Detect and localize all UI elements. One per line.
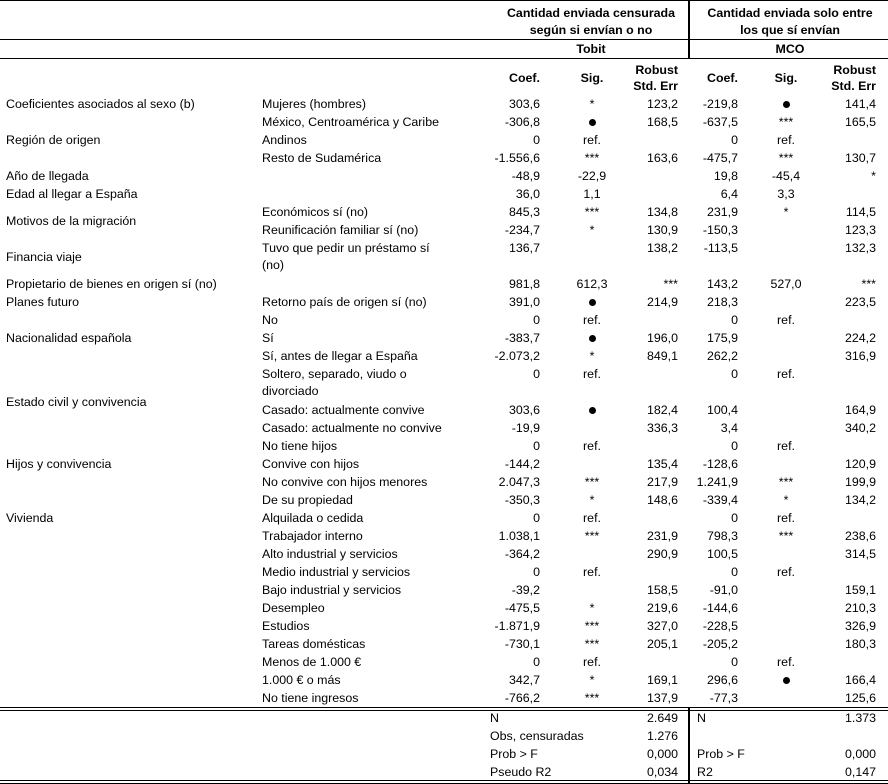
tobit-coef: -2.073,2 xyxy=(494,349,540,363)
tobit-err: 205,1 xyxy=(646,637,678,651)
mco-coef: 175,9 xyxy=(706,331,738,345)
mco-err: 114,5 xyxy=(845,205,876,219)
mco-coef: 3,4 xyxy=(720,421,738,435)
tobit-err: 849,1 xyxy=(646,349,678,363)
mco-err: *** xyxy=(861,277,876,291)
tobit-sig: ref. xyxy=(583,133,601,147)
mco-coef: 0 xyxy=(731,511,738,525)
rule-vertical-stats xyxy=(688,707,690,783)
mco-err: 125,6 xyxy=(844,691,876,705)
tobit-coef: -350,3 xyxy=(504,493,540,507)
row-sublabel: Estudios xyxy=(262,619,310,633)
mco-sig: ref. xyxy=(777,133,795,147)
mco-coef: 218,3 xyxy=(706,295,738,309)
row-sublabel: Desempleo xyxy=(262,601,325,615)
mco-err: 120,9 xyxy=(844,457,876,471)
mco-err: 210,3 xyxy=(844,601,876,615)
category-label: Año de llegada xyxy=(6,169,89,183)
category-label: Hijos y convivencia xyxy=(6,457,112,471)
stat-label-mco: Prob > F xyxy=(697,747,745,761)
tobit-coef: 1.038,1 xyxy=(498,529,540,543)
tobit-sig xyxy=(572,295,612,310)
tobit-err: 169,1 xyxy=(646,673,678,687)
col-err-mco-2: Std. Err xyxy=(831,79,876,93)
tobit-sig: * xyxy=(589,223,595,237)
stat-value-tobit: 0,034 xyxy=(646,765,678,779)
rule-stats xyxy=(0,707,888,711)
col-err-tobit-2: Std. Err xyxy=(633,79,678,93)
row-sublabel: Andinos xyxy=(262,133,307,147)
col-sig-tobit: Sig. xyxy=(580,71,604,85)
row-sublabel: Soltero, separado, viudo o xyxy=(262,367,407,381)
mco-err: 326,9 xyxy=(844,619,876,633)
tobit-err: 327,0 xyxy=(646,619,678,633)
tobit-coef: 981,8 xyxy=(508,277,540,291)
tobit-sig: *** xyxy=(584,151,600,165)
tobit-coef: 0 xyxy=(533,367,540,381)
row-sublabel: No xyxy=(262,313,278,327)
tobit-coef: -48,9 xyxy=(511,169,540,183)
tobit-err: 168,5 xyxy=(646,115,678,129)
tobit-err: *** xyxy=(663,277,678,291)
rule-bottom xyxy=(0,780,888,784)
stat-label-tobit: Pseudo R2 xyxy=(490,765,552,779)
mco-sig xyxy=(766,673,806,688)
mco-coef: -91,0 xyxy=(709,583,738,597)
row-sublabel: No convive con hijos menores xyxy=(262,475,428,489)
tobit-coef: 845,3 xyxy=(508,205,540,219)
significance-dot-icon xyxy=(589,407,596,414)
mco-sig: ref. xyxy=(777,565,795,579)
mco-err: 180,3 xyxy=(844,637,876,651)
mco-err: 223,5 xyxy=(844,295,876,309)
mco-coef: 6,4 xyxy=(720,187,738,201)
row-sublabel: Casado: actualmente convive xyxy=(262,403,425,417)
tobit-sig: *** xyxy=(584,691,600,705)
col-sig-mco: Sig. xyxy=(774,71,798,85)
mco-sig: ref. xyxy=(777,313,795,327)
row-sublabel: Convive con hijos xyxy=(262,457,360,471)
stat-value-tobit: 0,000 xyxy=(646,747,678,761)
tobit-err: 290,9 xyxy=(646,547,678,561)
tobit-sig: *** xyxy=(584,205,600,219)
mco-coef: 19,8 xyxy=(713,169,738,183)
row-sublabel-continued: divorciado xyxy=(262,384,319,398)
mco-coef: 262,2 xyxy=(706,349,738,363)
tobit-coef: 0 xyxy=(533,439,540,453)
group1-title-line1: Cantidad enviada censurada xyxy=(506,6,676,20)
mco-coef: 798,3 xyxy=(706,529,738,543)
mco-coef: 0 xyxy=(731,133,738,147)
significance-dot-icon xyxy=(589,335,596,342)
tobit-err: 158,5 xyxy=(646,583,678,597)
tobit-coef: -306,8 xyxy=(504,115,540,129)
mco-sig xyxy=(766,97,806,112)
mco-coef: -228,5 xyxy=(702,619,738,633)
mco-err: 238,6 xyxy=(844,529,876,543)
significance-dot-icon xyxy=(783,677,790,684)
mco-sig: * xyxy=(783,205,789,219)
tobit-coef: 0 xyxy=(533,565,540,579)
tobit-err: 123,2 xyxy=(646,97,678,111)
tobit-coef: -766,2 xyxy=(504,691,540,705)
mco-err: 166,4 xyxy=(844,673,876,687)
row-sublabel: Reunificación familiar sí (no) xyxy=(262,223,419,237)
tobit-sig: *** xyxy=(584,637,600,651)
tobit-coef: 303,6 xyxy=(508,97,540,111)
tobit-sig: 1,1 xyxy=(583,187,601,201)
mco-err: 316,9 xyxy=(844,349,876,363)
tobit-sig: * xyxy=(589,97,595,111)
tobit-err: 134,8 xyxy=(646,205,678,219)
stat-value-mco: 0,147 xyxy=(844,765,876,779)
significance-dot-icon xyxy=(589,119,596,126)
tobit-err: 135,4 xyxy=(646,457,678,471)
tobit-err: 219,6 xyxy=(646,601,678,615)
row-sublabel: Tareas domésticas xyxy=(262,637,366,651)
tobit-coef: 0 xyxy=(533,313,540,327)
tobit-err: 138,2 xyxy=(646,241,678,255)
stat-value-tobit: 1.276 xyxy=(646,729,678,743)
mco-coef: -144,6 xyxy=(702,601,738,615)
rule-vertical-header xyxy=(688,0,690,58)
tobit-sig xyxy=(572,331,612,346)
mco-sig: ref. xyxy=(777,511,795,525)
mco-coef: 0 xyxy=(731,565,738,579)
stat-label-mco: N xyxy=(697,711,706,725)
group2-title-line1: Cantidad enviada solo entre xyxy=(707,6,873,20)
row-sublabel: Retorno país de origen sí (no) xyxy=(262,295,427,309)
mco-sig: ref. xyxy=(777,655,795,669)
tobit-coef: -1.556,6 xyxy=(494,151,540,165)
tobit-coef: -364,2 xyxy=(504,547,540,561)
stat-value-mco: 0,000 xyxy=(844,747,876,761)
mco-sig: ref. xyxy=(777,367,795,381)
mco-coef: 1.241,9 xyxy=(696,475,738,489)
mco-err: 164,9 xyxy=(844,403,876,417)
mco-coef: 0 xyxy=(731,439,738,453)
row-sublabel: Medio industrial y servicios xyxy=(262,565,411,579)
tobit-coef: -730,1 xyxy=(504,637,540,651)
tobit-sig: * xyxy=(589,493,595,507)
mco-coef: -205,2 xyxy=(702,637,738,651)
category-label: Coeficientes asociados al sexo (b) xyxy=(6,97,195,111)
tobit-sig: *** xyxy=(584,619,600,633)
mco-sig: *** xyxy=(778,475,794,489)
mco-sig: -45,4 xyxy=(771,169,801,183)
rule-top xyxy=(0,0,888,1)
mco-err: 141,4 xyxy=(844,97,876,111)
category-label: Propietario de bienes en origen sí (no) xyxy=(6,277,217,291)
tobit-coef: 342,7 xyxy=(508,673,540,687)
group1-title-line2: según si envían o no xyxy=(529,23,653,37)
category-label: Región de origen xyxy=(6,133,101,147)
mco-err: 224,2 xyxy=(844,331,876,345)
tobit-err: 217,9 xyxy=(646,475,678,489)
mco-err: 159,1 xyxy=(844,583,876,597)
rule-header-1 xyxy=(0,39,888,40)
tobit-sig: ref. xyxy=(583,655,601,669)
row-sublabel: Casado: actualmente no convive xyxy=(262,421,442,435)
category-label: Vivienda xyxy=(6,511,54,525)
rule-header-2 xyxy=(0,58,888,59)
tobit-coef: 2.047,3 xyxy=(498,475,540,489)
row-sublabel: Económicos sí (no) xyxy=(262,205,369,219)
category-label: Edad al llegar a España xyxy=(6,187,138,201)
mco-sig: 527,0 xyxy=(770,277,802,291)
mco-sig: * xyxy=(783,493,789,507)
category-label: Estado civil y convivencia xyxy=(6,395,147,409)
category-label: Motivos de la migración xyxy=(6,214,137,228)
row-sublabel: Menos de 1.000 € xyxy=(262,655,362,669)
tobit-coef: -475,5 xyxy=(504,601,540,615)
tobit-err: 182,4 xyxy=(646,403,678,417)
row-sublabel: No tiene ingresos xyxy=(262,691,359,705)
mco-coef: 143,2 xyxy=(706,277,738,291)
tobit-sig: ref. xyxy=(583,367,601,381)
tobit-err: 196,0 xyxy=(646,331,678,345)
tobit-sig: * xyxy=(589,601,595,615)
tobit-sig: 612,3 xyxy=(576,277,608,291)
row-sublabel: Sí xyxy=(262,331,274,345)
stat-value-tobit: 2.649 xyxy=(646,711,678,725)
row-sublabel: México, Centroamérica y Caribe xyxy=(262,115,439,129)
tobit-coef: 136,7 xyxy=(508,241,540,255)
tobit-err: 148,6 xyxy=(646,493,678,507)
stat-value-mco: 1.373 xyxy=(844,711,876,725)
tobit-sig: ref. xyxy=(583,439,601,453)
tobit-coef: 36,0 xyxy=(515,187,540,201)
mco-coef: -128,6 xyxy=(702,457,738,471)
tobit-coef: 303,6 xyxy=(508,403,540,417)
mco-err: 314,5 xyxy=(844,547,876,561)
row-sublabel: Alto industrial y servicios xyxy=(262,547,398,561)
tobit-coef: -39,2 xyxy=(511,583,540,597)
mco-sig: 3,3 xyxy=(777,187,795,201)
tobit-coef: -19,9 xyxy=(511,421,540,435)
col-err-mco-1: Robust xyxy=(833,63,876,77)
tobit-sig: ref. xyxy=(583,565,601,579)
tobit-sig xyxy=(572,403,612,418)
mco-coef: 231,9 xyxy=(706,205,738,219)
mco-coef: -637,5 xyxy=(702,115,738,129)
tobit-err: 214,9 xyxy=(646,295,678,309)
stat-label-tobit: N xyxy=(490,711,499,725)
tobit-coef: 0 xyxy=(533,511,540,525)
tobit-sig: ref. xyxy=(583,511,601,525)
row-sublabel: Resto de Sudamérica xyxy=(262,151,382,165)
category-label: Nacionalidad española xyxy=(6,331,132,345)
category-label: Financia viaje xyxy=(6,250,82,264)
col-coef-mco: Coef. xyxy=(707,71,738,85)
mco-err: 165,5 xyxy=(844,115,876,129)
row-sublabel: Bajo industrial y servicios xyxy=(262,583,402,597)
mco-coef: 0 xyxy=(731,655,738,669)
mco-err: 340,2 xyxy=(844,421,876,435)
mco-coef: -475,7 xyxy=(702,151,738,165)
tobit-coef: 0 xyxy=(533,655,540,669)
significance-dot-icon xyxy=(589,299,596,306)
tobit-sig: -22,9 xyxy=(577,169,607,183)
row-sublabel: Alquilada o cedida xyxy=(262,511,364,525)
tobit-sig: * xyxy=(589,673,595,687)
stat-label-tobit: Obs, censuradas xyxy=(490,729,584,743)
model-mco-label: MCO xyxy=(775,42,805,56)
mco-err: 130,7 xyxy=(844,151,876,165)
tobit-err: 163,6 xyxy=(646,151,678,165)
model-tobit-label: Tobit xyxy=(576,42,606,56)
row-sublabel: 1.000 € o más xyxy=(262,673,341,687)
mco-err: 199,9 xyxy=(844,475,876,489)
tobit-coef: 391,0 xyxy=(508,295,540,309)
mco-coef: 296,6 xyxy=(706,673,738,687)
row-sublabel: Sí, antes de llegar a España xyxy=(262,349,418,363)
mco-coef: -113,5 xyxy=(703,241,738,255)
row-sublabel-continued: (no) xyxy=(262,258,285,272)
tobit-coef: -144,2 xyxy=(504,457,540,471)
mco-coef: 100,5 xyxy=(706,547,738,561)
mco-sig: ref. xyxy=(777,439,795,453)
mco-coef: 100,4 xyxy=(706,403,738,417)
tobit-err: 231,9 xyxy=(646,529,678,543)
mco-coef: -219,8 xyxy=(702,97,738,111)
mco-err: 123,3 xyxy=(844,223,876,237)
stat-label-mco: R2 xyxy=(697,765,713,779)
mco-coef: -339,4 xyxy=(702,493,738,507)
tobit-sig: *** xyxy=(584,529,600,543)
mco-sig: *** xyxy=(778,151,794,165)
row-sublabel: Trabajador interno xyxy=(262,529,363,543)
tobit-coef: -234,7 xyxy=(504,223,540,237)
mco-coef: -77,3 xyxy=(709,691,738,705)
tobit-err: 137,9 xyxy=(646,691,678,705)
mco-sig: *** xyxy=(778,115,794,129)
row-sublabel: De su propiedad xyxy=(262,493,353,507)
tobit-err: 336,3 xyxy=(646,421,678,435)
mco-sig: *** xyxy=(778,529,794,543)
category-label: Planes futuro xyxy=(6,295,80,309)
row-sublabel: Mujeres (hombres) xyxy=(262,97,366,111)
stat-label-tobit: Prob > F xyxy=(490,747,538,761)
col-coef-tobit: Coef. xyxy=(509,71,540,85)
mco-err: 132,3 xyxy=(844,241,876,255)
mco-coef: -150,3 xyxy=(702,223,738,237)
col-err-tobit-1: Robust xyxy=(635,63,678,77)
mco-coef: 0 xyxy=(731,313,738,327)
group2-title-line2: los que sí envían xyxy=(740,23,840,37)
tobit-sig: * xyxy=(589,349,595,363)
row-sublabel: Tuvo que pedir un préstamo sí xyxy=(262,241,430,255)
tobit-coef: -1.871,9 xyxy=(494,619,540,633)
row-sublabel: No tiene hijos xyxy=(262,439,338,453)
mco-coef: 0 xyxy=(731,367,738,381)
tobit-sig: *** xyxy=(584,475,600,489)
mco-err: * xyxy=(871,169,876,183)
mco-err: 134,2 xyxy=(844,493,876,507)
significance-dot-icon xyxy=(783,101,790,108)
tobit-coef: -383,7 xyxy=(504,331,540,345)
tobit-err: 130,9 xyxy=(646,223,678,237)
tobit-coef: 0 xyxy=(533,133,540,147)
tobit-sig xyxy=(572,115,612,130)
tobit-sig: ref. xyxy=(583,313,601,327)
